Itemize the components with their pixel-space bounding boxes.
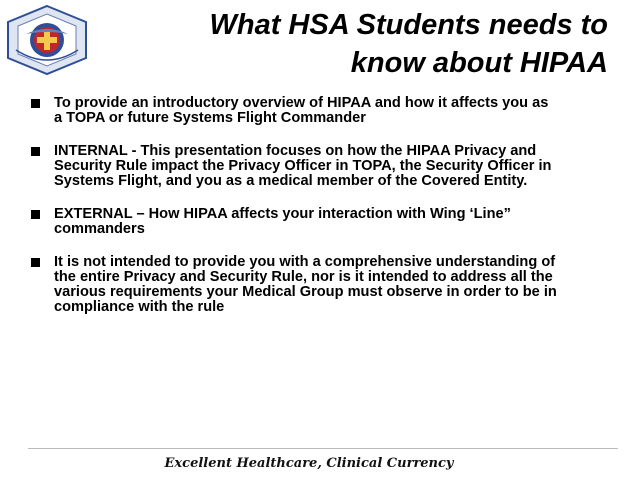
footer-divider xyxy=(28,448,618,449)
bullet-item xyxy=(28,207,618,237)
slide-title xyxy=(130,6,608,82)
bullet-line: To provide an introductory overview of HIPAA and how it affects you as xyxy=(54,95,549,111)
bullet-list xyxy=(28,96,618,333)
square-bullet-icon xyxy=(31,147,40,156)
title-line-2: know about HIPAA xyxy=(350,47,608,79)
bullet-line: Systems Flight, and you as a medical member of the Covered Entity. xyxy=(54,173,528,189)
bullet-line: It is not intended to provide you with a comprehensive understanding of xyxy=(54,254,556,270)
bullet-line: a TOPA or future Systems Flight Commander xyxy=(54,110,366,126)
bullet-line: EXTERNAL – How HIPAA affects your interaction with Wing ‘Line” xyxy=(54,206,511,222)
bullet-line: the entire Privacy and Security Rule, nor is it intended to address all the xyxy=(54,269,553,285)
title-line-1: What HSA Students needs to xyxy=(209,9,608,41)
footer-tagline: Excellent Healthcare, Clinical Currency xyxy=(164,456,454,471)
bullet-line: compliance with the rule xyxy=(54,299,225,315)
square-bullet-icon xyxy=(31,258,40,267)
bullet-line: INTERNAL - This presentation focuses on how the HIPAA Privacy and xyxy=(54,143,537,159)
square-bullet-icon xyxy=(31,99,40,108)
bullet-item xyxy=(28,96,618,126)
square-bullet-icon xyxy=(31,210,40,219)
bullet-item xyxy=(28,144,618,189)
air-force-medical-service-seal-icon xyxy=(6,4,88,76)
bullet-line: commanders xyxy=(54,221,145,237)
bullet-line: various requirements your Medical Group must observe in order to be in xyxy=(54,284,557,300)
bullet-line: Security Rule impact the Privacy Officer in TOPA, the Security Officer in xyxy=(54,158,552,174)
bullet-item xyxy=(28,255,618,315)
